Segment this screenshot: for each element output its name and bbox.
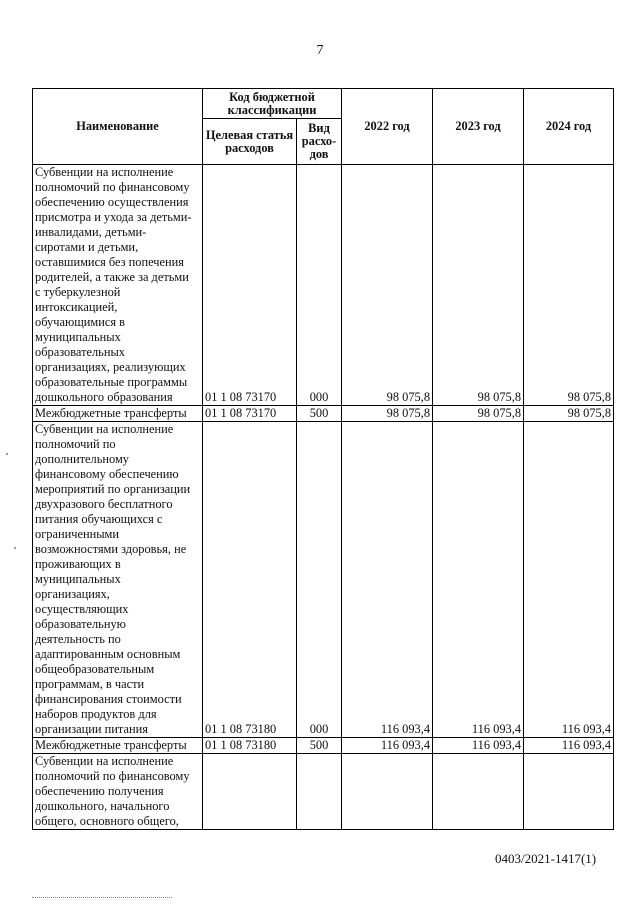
table-row xyxy=(33,738,614,754)
document-code: 0403/2021-1417(1) xyxy=(495,851,597,866)
table-row xyxy=(33,165,614,406)
header-expense-kind: Вид расхо-дов xyxy=(297,119,342,165)
row-value-2022: 98 075,8 xyxy=(342,406,433,422)
row-value-2022: 116 093,4 xyxy=(342,422,433,738)
row-expense-kind: 000 xyxy=(297,422,342,738)
header-year-3: 2024 год xyxy=(524,89,614,165)
row-value-2023: 98 075,8 xyxy=(433,165,524,406)
row-value-2022 xyxy=(342,754,433,830)
row-value-2024: 98 075,8 xyxy=(524,165,614,406)
table-row xyxy=(33,406,614,422)
page-number: 7 xyxy=(316,43,324,58)
row-expense-kind: 500 xyxy=(297,406,342,422)
row-value-2023: 116 093,4 xyxy=(433,422,524,738)
row-expense-kind xyxy=(297,754,342,830)
row-target-code xyxy=(203,754,297,830)
row-name: Межбюджетные трансферты xyxy=(33,738,203,754)
table-row xyxy=(33,422,614,738)
row-value-2024 xyxy=(524,754,614,830)
header-year-2: 2023 год xyxy=(433,89,524,165)
row-value-2023 xyxy=(433,754,524,830)
row-expense-kind: 000 xyxy=(297,165,342,406)
header-name: Наименование xyxy=(33,89,203,165)
row-value-2024: 116 093,4 xyxy=(524,422,614,738)
table-row xyxy=(33,754,614,830)
row-target-code: 01 1 08 73170 xyxy=(203,165,297,406)
row-value-2024: 98 075,8 xyxy=(524,406,614,422)
header-year-1: 2022 год xyxy=(342,89,433,165)
row-value-2022: 98 075,8 xyxy=(342,165,433,406)
header-target-item: Целевая статья расходов xyxy=(203,119,297,165)
row-value-2024: 116 093,4 xyxy=(524,738,614,754)
row-value-2023: 116 093,4 xyxy=(433,738,524,754)
row-target-code: 01 1 08 73170 xyxy=(203,406,297,422)
row-value-2022: 116 093,4 xyxy=(342,738,433,754)
row-name: Субвенции на исполнение полномочий по финансовому обеспечению получения дошкольного, начального общего, основного общего, xyxy=(33,754,203,830)
footer-divider xyxy=(32,897,172,898)
header-code-group: Код бюджетной классификации xyxy=(203,89,342,119)
budget-table xyxy=(32,88,614,830)
row-expense-kind: 500 xyxy=(297,738,342,754)
row-target-code: 01 1 08 73180 xyxy=(203,738,297,754)
row-name: Субвенции на исполнение полномочий по финансовому обеспечению осуществления присмотра и ухода за детьми- инвалидами, детьми- сиротами и детьми, оставшимися без попечения родителей, а также за детьми с туберкулезной интоксикацией, обучающимися в муниципальных образовательных организациях, реализующих образовательные программы дошкольного образования xyxy=(33,165,203,406)
row-target-code: 01 1 08 73180 xyxy=(203,422,297,738)
scan-speck xyxy=(14,547,16,549)
scan-speck xyxy=(6,453,8,455)
row-name: Субвенции на исполнение полномочий по дополнительному финансовому обеспечению мероприятий по организации двухразового бесплатного питания обучающихся с ограниченными возможностями здоровья, не проживающих в муниципальных организациях, осуществляющих образовательную деятельность по адаптированным основным общеобразовательным программам, в части финансирования стоимости наборов продуктов для организации питания xyxy=(33,422,203,738)
row-name: Межбюджетные трансферты xyxy=(33,406,203,422)
row-value-2023: 98 075,8 xyxy=(433,406,524,422)
